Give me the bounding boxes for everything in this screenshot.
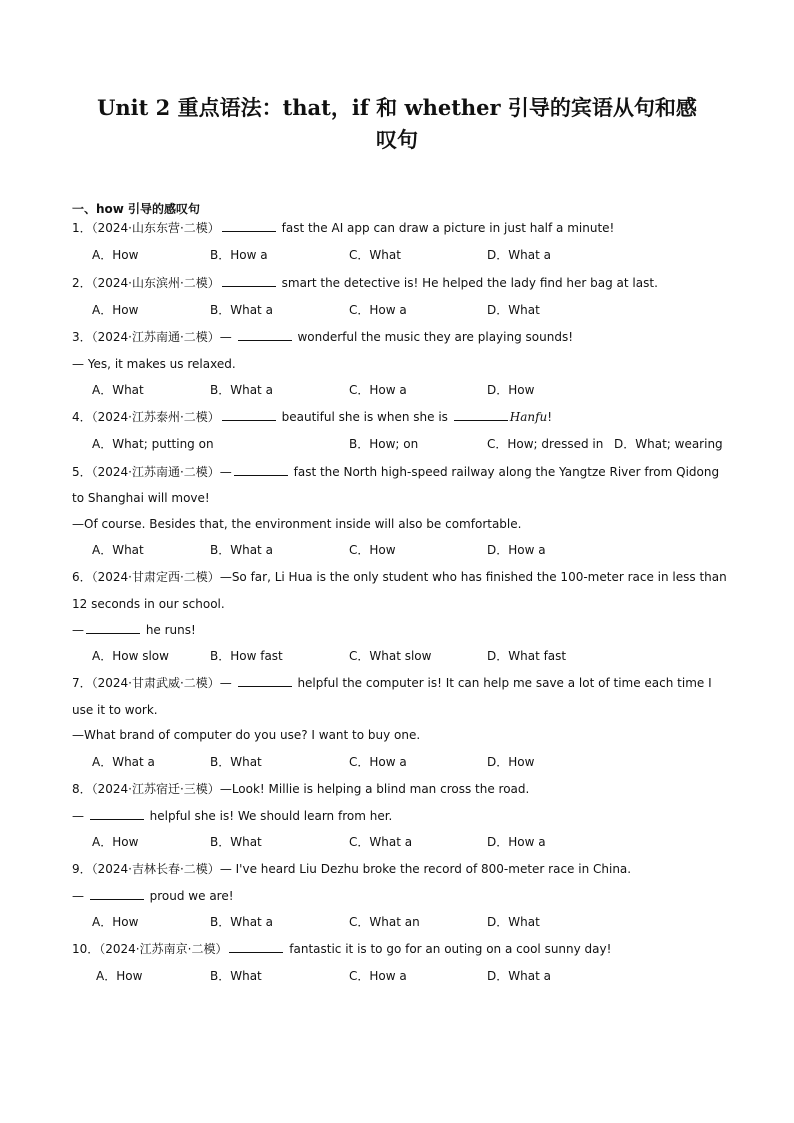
question-3-text: wonderful the music they are playing sounds! bbox=[293, 330, 574, 344]
answer-blank bbox=[454, 408, 508, 421]
answer-blank bbox=[90, 807, 144, 820]
reply-dash: — bbox=[72, 889, 88, 903]
question-6-continued: 12 seconds in our school. bbox=[72, 597, 225, 611]
q10-option-a: A．How bbox=[96, 969, 143, 983]
question-4-end: ! bbox=[547, 410, 553, 424]
question-8-source: 8．（2024·江苏宿迁·三模） bbox=[72, 782, 220, 796]
q5-option-d: D．How a bbox=[487, 543, 546, 557]
q4-option-c: C．How; dressed in bbox=[487, 437, 604, 451]
q6-option-c: C．What slow bbox=[349, 649, 432, 663]
answer-blank bbox=[229, 940, 283, 953]
q10-option-b: B．What bbox=[210, 969, 262, 983]
question-6-reply-text: he runs! bbox=[142, 623, 196, 637]
question-10 bbox=[72, 940, 611, 958]
q7-option-a: A．What a bbox=[92, 755, 155, 769]
q6-option-d: D．What fast bbox=[487, 649, 567, 663]
q3-option-c: C．How a bbox=[349, 383, 407, 397]
question-4 bbox=[72, 408, 552, 426]
question-8-reply bbox=[72, 807, 392, 825]
q1-option-d: D．What a bbox=[487, 248, 551, 262]
q1-option-b: B．How a bbox=[210, 248, 268, 262]
question-2-text: smart the detective is! He helped the lady find her bag at last. bbox=[277, 276, 658, 290]
q3-option-b: B．What a bbox=[210, 383, 273, 397]
question-2 bbox=[72, 274, 658, 292]
question-6 bbox=[72, 568, 727, 586]
q3-option-d: D．How bbox=[487, 383, 535, 397]
reply-dash: — bbox=[72, 623, 84, 637]
q9-option-d: D．What bbox=[487, 915, 540, 929]
question-3-reply: — Yes, it makes us relaxed. bbox=[72, 357, 236, 371]
question-5-source: 5．（2024·江苏南通·二模）— bbox=[72, 465, 232, 479]
question-4-source: 4．（2024·江苏泰州·二模） bbox=[72, 410, 220, 424]
question-6-reply bbox=[72, 621, 196, 639]
answer-blank bbox=[86, 621, 140, 634]
answer-blank bbox=[238, 674, 292, 687]
answer-blank bbox=[222, 274, 276, 287]
question-7-text: helpful the computer is! It can help me save a lot of time each time I bbox=[293, 676, 712, 690]
question-3-source: 3．（2024·江苏南通·二模）— bbox=[72, 330, 236, 344]
q10-option-d: D．What a bbox=[487, 969, 551, 983]
question-5-reply: —Of course. Besides that, the environment inside will also be comfortable. bbox=[72, 517, 522, 531]
question-1-text: fast the AI app can draw a picture in just half a minute! bbox=[277, 221, 615, 235]
question-8 bbox=[72, 780, 529, 798]
answer-blank bbox=[222, 219, 276, 232]
question-1 bbox=[72, 219, 614, 237]
question-9 bbox=[72, 860, 631, 878]
question-9-text: — I've heard Liu Dezhu broke the record of 800-meter race in China. bbox=[219, 862, 632, 876]
q1-option-a: A．How bbox=[92, 248, 139, 262]
question-5 bbox=[72, 463, 719, 481]
question-4-text: beautiful she is when she is bbox=[277, 410, 452, 424]
q6-option-a: A．How slow bbox=[92, 649, 169, 663]
question-2-source: 2．（2024·山东滨州·二模） bbox=[72, 276, 220, 290]
question-7-continued: use it to work. bbox=[72, 703, 158, 717]
q4-option-b: B．How; on bbox=[349, 437, 419, 451]
q5-option-a: A．What bbox=[92, 543, 144, 557]
question-10-source: 10．（2024·江苏南京·二模） bbox=[72, 942, 228, 956]
reply-dash: — bbox=[72, 809, 88, 823]
question-5-continued: to Shanghai will move! bbox=[72, 491, 210, 505]
answer-blank bbox=[90, 887, 144, 900]
question-1-source: 1．（2024·山东东营·二模） bbox=[72, 221, 220, 235]
answer-blank bbox=[238, 328, 292, 341]
question-8-text: —Look! Millie is helping a blind man cross the road. bbox=[219, 782, 530, 796]
q4-option-a: A．What; putting on bbox=[92, 437, 214, 451]
q5-option-c: C．How bbox=[349, 543, 396, 557]
q4-option-d: D．What; wearing bbox=[614, 437, 723, 451]
question-6-text: —So far, Li Hua is the only student who has finished the 100-meter race in less than bbox=[219, 570, 727, 584]
question-10-text: fantastic it is to go for an outing on a cool sunny day! bbox=[285, 942, 612, 956]
question-3 bbox=[72, 328, 573, 346]
section-heading: 一、how 引导的感叹句 bbox=[72, 202, 201, 216]
q8-option-c: C．What a bbox=[349, 835, 413, 849]
question-9-reply-text: proud we are! bbox=[145, 889, 234, 903]
q9-option-a: A．How bbox=[92, 915, 139, 929]
q2-option-c: C．How a bbox=[349, 303, 407, 317]
question-7-source: 7．（2024·甘肃武威·二模）— bbox=[72, 676, 236, 690]
page-title bbox=[40, 92, 754, 156]
title-line-2: 叹句 bbox=[376, 127, 418, 152]
q7-option-d: D．How bbox=[487, 755, 535, 769]
question-8-reply-text: helpful she is! We should learn from her. bbox=[145, 809, 393, 823]
question-5-text: fast the North high-speed railway along the Yangtze River from Qidong bbox=[289, 465, 720, 479]
q6-option-b: B．How fast bbox=[210, 649, 283, 663]
answer-blank bbox=[222, 408, 276, 421]
q7-option-c: C．How a bbox=[349, 755, 407, 769]
q2-option-d: D．What bbox=[487, 303, 540, 317]
q2-option-a: A．How bbox=[92, 303, 139, 317]
question-9-source: 9．（2024·吉林长春·二模） bbox=[72, 862, 220, 876]
q1-option-c: C．What bbox=[349, 248, 401, 262]
question-6-source: 6．（2024·甘肃定西·二模） bbox=[72, 570, 220, 584]
question-9-reply bbox=[72, 887, 234, 905]
q3-option-a: A．What bbox=[92, 383, 144, 397]
question-7-reply: —What brand of computer do you use? I want to buy one. bbox=[72, 728, 421, 742]
question-4-italic-word: Hanfu bbox=[509, 410, 548, 424]
q9-option-b: B．What a bbox=[210, 915, 273, 929]
question-7 bbox=[72, 674, 712, 692]
q8-option-b: B．What bbox=[210, 835, 262, 849]
answer-blank bbox=[234, 463, 288, 476]
q7-option-b: B．What bbox=[210, 755, 262, 769]
q2-option-b: B．What a bbox=[210, 303, 273, 317]
q5-option-b: B．What a bbox=[210, 543, 273, 557]
q10-option-c: C．How a bbox=[349, 969, 407, 983]
q8-option-d: D．How a bbox=[487, 835, 546, 849]
title-line-1: Unit 2 重点语法：that，if 和 whether 引导的宾语从句和感 bbox=[97, 95, 697, 120]
q8-option-a: A．How bbox=[92, 835, 139, 849]
q9-option-c: C．What an bbox=[349, 915, 420, 929]
